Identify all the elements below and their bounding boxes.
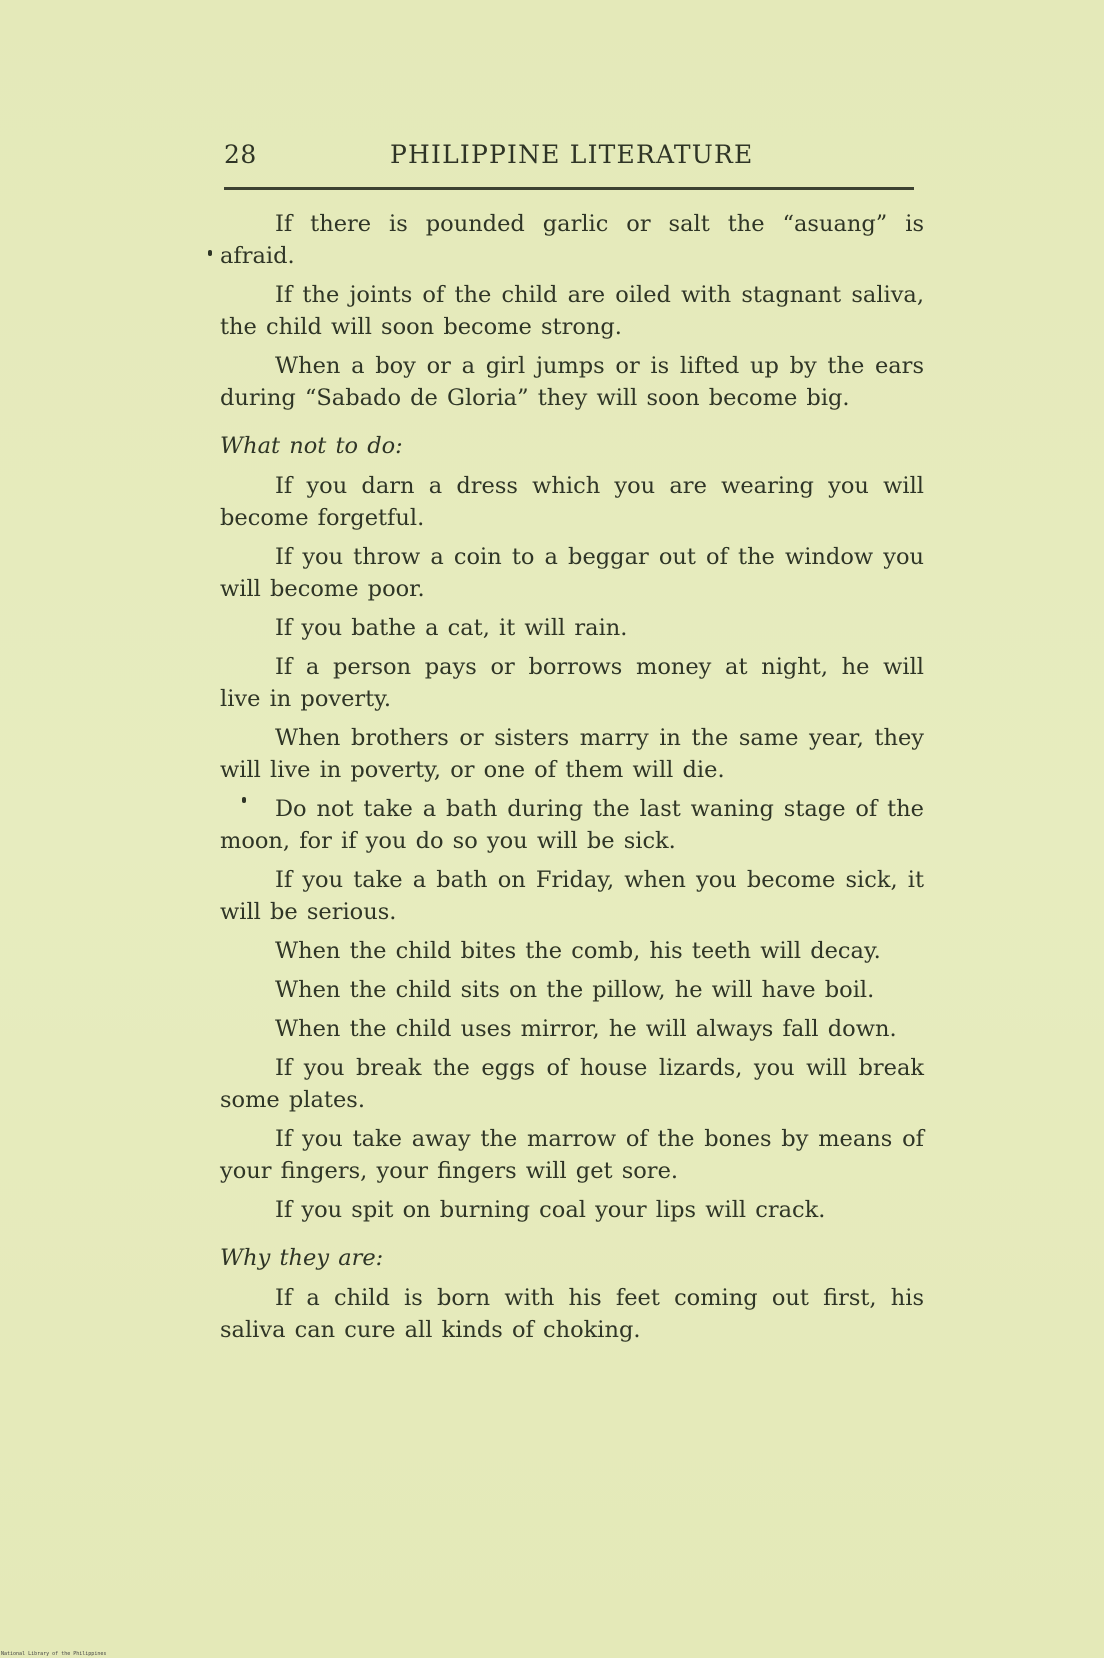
paragraph: If a person pays or borrows money at night, he will live in poverty.: [220, 654, 924, 712]
paragraph: Do not take a bath during the last waning stage of the moon, for if you do so you will be sick.: [220, 796, 924, 854]
paragraph: If you darn a dress which you are wearing you will become forgetful.: [220, 473, 924, 531]
paragraph: If there is pounded garlic or salt the “asuang” is afraid.: [220, 211, 924, 269]
body-text: [220, 208, 924, 1353]
ink-speck: [242, 797, 246, 803]
paragraph: If you take a bath on Friday, when you become sick, it will be serious.: [220, 867, 924, 925]
paragraph: When the child uses mirror, he will always fall down.: [275, 1016, 897, 1042]
paragraph: If you break the eggs of house lizards, you will break some plates.: [220, 1055, 924, 1113]
paragraph: If you bathe a cat, it will rain.: [275, 615, 628, 641]
paragraph: When brothers or sisters marry in the same year, they will live in poverty, or one of them will die.: [220, 725, 924, 783]
paragraph: If you take away the marrow of the bones by means of your fingers, your fingers will get sore.: [220, 1126, 924, 1184]
section-heading-what-not-to-do: What not to do:: [220, 433, 403, 459]
running-title: PHILIPPINE LITERATURE: [390, 140, 754, 169]
paragraph: If you spit on burning coal your lips will crack.: [275, 1197, 826, 1223]
ink-speck: [208, 250, 212, 256]
paragraph: If the joints of the child are oiled with stagnant saliva, the child will soon become strong.: [220, 282, 924, 340]
paragraph: If a child is born with his feet coming out first, his saliva can cure all kinds of choking.: [220, 1285, 924, 1343]
header-rule: [224, 187, 914, 190]
page-header: [224, 136, 914, 176]
paragraph: When the child sits on the pillow, he will have boil.: [275, 977, 875, 1003]
paragraph: If you throw a coin to a beggar out of the window you will become poor.: [220, 544, 924, 602]
paragraph: When a boy or a girl jumps or is lifted up by the ears during “Sabado de Gloria” they will soon become big.: [220, 353, 924, 411]
page-number: 28: [224, 140, 257, 169]
paragraph: When the child bites the comb, his teeth will decay.: [275, 938, 881, 964]
section-heading-why-they-are: Why they are:: [220, 1245, 384, 1271]
footer-credit: National Library of the Philippines: [1, 1651, 107, 1657]
